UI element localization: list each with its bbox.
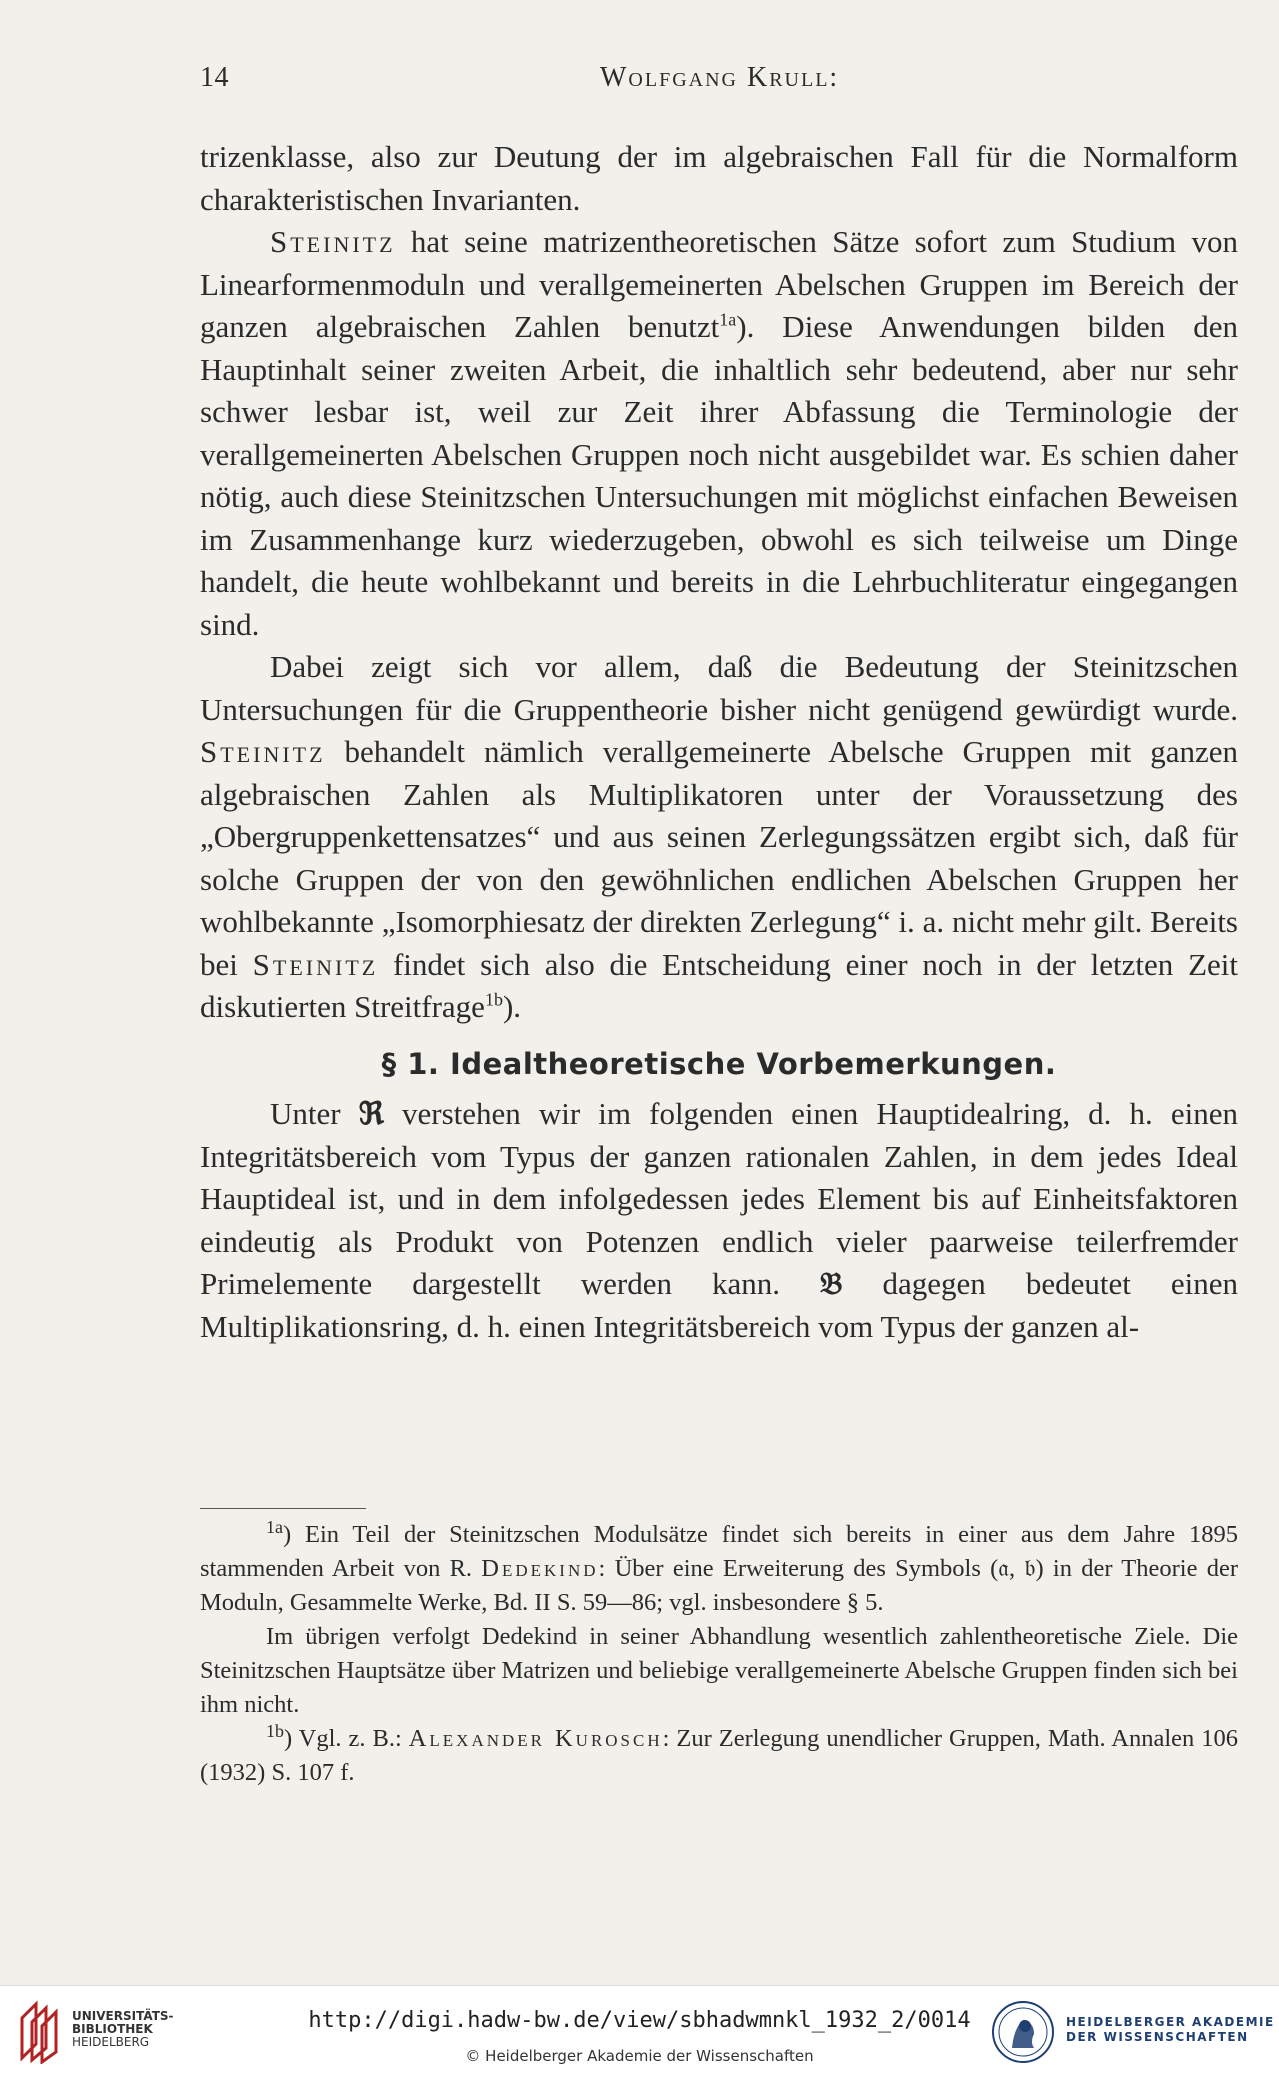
footnote-1a bbox=[200, 1518, 1238, 1620]
footnotes bbox=[200, 1518, 1238, 1790]
fraktur-B-symbol: 𝔅 bbox=[820, 1266, 843, 1302]
academy-seal-icon bbox=[990, 1998, 1056, 2066]
viewer-footer bbox=[0, 1985, 1279, 2079]
paragraph-2 bbox=[200, 221, 1238, 646]
footnote-1a-text-a: ) Ein Teil der Steinitzschen Modulsätze findet sich bereits in einer aus dem Jahre 1895 stammenden Arbeit von R. bbox=[200, 1521, 1238, 1582]
footnote-1b-text-a: ) Vgl. z. B.: bbox=[284, 1725, 409, 1752]
footnote-divider bbox=[200, 1508, 366, 1509]
ub-line-3: HEIDELBERG bbox=[72, 2035, 150, 2049]
author-name-dedekind: Dedekind bbox=[481, 1555, 599, 1582]
page-number: 14 bbox=[200, 62, 229, 93]
author-name-steinitz: Steinitz bbox=[200, 734, 326, 769]
footnote-ref-1a: 1a bbox=[719, 309, 737, 330]
section-heading: § 1. Idealtheoretische Vorbemerkungen. bbox=[381, 1046, 1057, 1081]
paragraph-4 bbox=[200, 1093, 1238, 1348]
footnote-ref-1b: 1b bbox=[484, 989, 503, 1010]
author-name-kurosch: Alexander Kurosch bbox=[408, 1725, 663, 1752]
paragraph-4-text-b: verstehen wir im folgenden einen Hauptidealring, d. h. einen Integritätsbereich vom Typus der ganzen rationalen Zahlen, in dem jedes Ideal Hauptideal ist, und in dem infolgedessen jedes Element bis auf Einheitsfaktoren eindeutig als Produkt von Potenzen endlich vieler paarweise teilerfremder Primelemente dargestellt werden kann. bbox=[200, 1096, 1238, 1301]
author-name-steinitz: Steinitz bbox=[252, 946, 379, 982]
paragraph-3-text-a: Dabei zeigt sich vor allem, daß die Bedeutung der Steinitzschen Untersuchungen für die Gruppentheorie bisher nicht genügend gewürdigt wurde. bbox=[200, 649, 1238, 727]
paragraph-2-text-b: ). Diese Anwendungen bilden den Hauptinhalt seiner zweiten Arbeit, die inhaltlich sehr bedeutend, aber nur sehr schwer lesbar ist, weil zur Zeit ihrer Abfassung die Terminologie der verallgemeinerten Abelschen Gruppen noch nicht ausgebildet war. Es schien daher nötig, auch diese Steinitzschen Untersuchungen mit möglichst einfachen Beweisen im Zusammenhange kurz wiederzugeben, obwohl es sich teilweise um Dinge handelt, die heute wohlbekannt und bereits in die Lehrbuchliteratur eingegangen sind. bbox=[200, 309, 1239, 642]
paragraph-4-text-a: Unter bbox=[270, 1096, 359, 1131]
running-head: Wolfgang Krull: bbox=[600, 62, 840, 93]
footnote-marker-1b: 1b bbox=[266, 1720, 284, 1741]
ub-line-1: UNIVERSITÄTS- bbox=[72, 2009, 174, 2023]
footnote-1b-text-b: : Zur Zerlegung unendlicher Gruppen, Math. Annalen 106 (1932) S. 107 f. bbox=[200, 1725, 1238, 1786]
paragraph-3-text-c: findet sich also die Entscheidung einer noch in der letzten Zeit diskutierten Streitfrage bbox=[200, 946, 1238, 1024]
paragraph-4-text-c: dagegen bedeutet einen Multiplikationsring, d. h. einen Integritätsbereich vom Typus der ganzen al- bbox=[200, 1266, 1238, 1344]
paragraph-2-text-a: hat seine matrizentheoretischen Sätze sofort zum Studium von Linearformenmoduln und verallgemeinerten Abelschen Gruppen im Bereich der ganzen algebraischen Zahlen benutzt bbox=[200, 224, 1238, 344]
paragraph-3 bbox=[200, 646, 1238, 1029]
author-name-steinitz: Steinitz bbox=[270, 224, 396, 259]
footnote-1b bbox=[200, 1722, 1238, 1790]
page-header bbox=[200, 62, 1240, 102]
ub-line-2: BIBLIOTHEK bbox=[72, 2022, 153, 2036]
paragraph-3-text-d: ). bbox=[502, 989, 522, 1024]
academy-name bbox=[1066, 2015, 1275, 2045]
footnote-marker-1a: 1a bbox=[266, 1516, 283, 1537]
footnote-1a-continuation: Im übrigen verfolgt Dedekind in seiner Abhandlung wesentlich zahlentheoretische Ziele. Die Steinitzschen Hauptsätze über Matrizen und beliebige verallgemeinerte Abelsche Gruppen finden sich bei ihm nicht. bbox=[200, 1623, 1238, 1718]
permalink-url[interactable]: http://digi.hadw-bw.de/view/sbhadwmnkl_1932_2/0014 bbox=[308, 2008, 971, 2033]
footnote-1a-text-b: : Über eine Erweiterung des Symbols (𝔞, 𝔟) in der Theorie der Moduln, Gesammelte Werke, Bd. II S. 59—86; vgl. insbesondere § 5. bbox=[200, 1555, 1238, 1616]
academy-line-1: HEIDELBERGER AKADEMIE bbox=[1066, 2015, 1275, 2029]
paragraph-1: trizenklasse, also zur Deutung der im algebraischen Fall für die Normalform charakteristischen Invarianten. bbox=[200, 139, 1238, 217]
fraktur-R-symbol: ℜ bbox=[358, 1096, 384, 1132]
academy-line-2: DER WISSENSCHAFTEN bbox=[1066, 2030, 1249, 2044]
paragraph-3-text-b: behandelt nämlich verallgemeinerte Abelsche Gruppen mit ganzen algebraischen Zahlen als Multiplikatoren unter der Voraussetzung des „Obergruppenkettensatzes“ und aus seinen Zerlegungssätzen ergibt sich, daß für solche Gruppen der von den gewöhnlichen endlichen Abelschen Gruppen her wohlbekannte „Isomorphiesatz der direkten Zerlegung“ i. a. nicht mehr gilt. Bereits bei bbox=[200, 734, 1238, 982]
main-text bbox=[200, 136, 1238, 1348]
copyright-notice: © Heidelberger Akademie der Wissenschaften bbox=[465, 2047, 814, 2065]
